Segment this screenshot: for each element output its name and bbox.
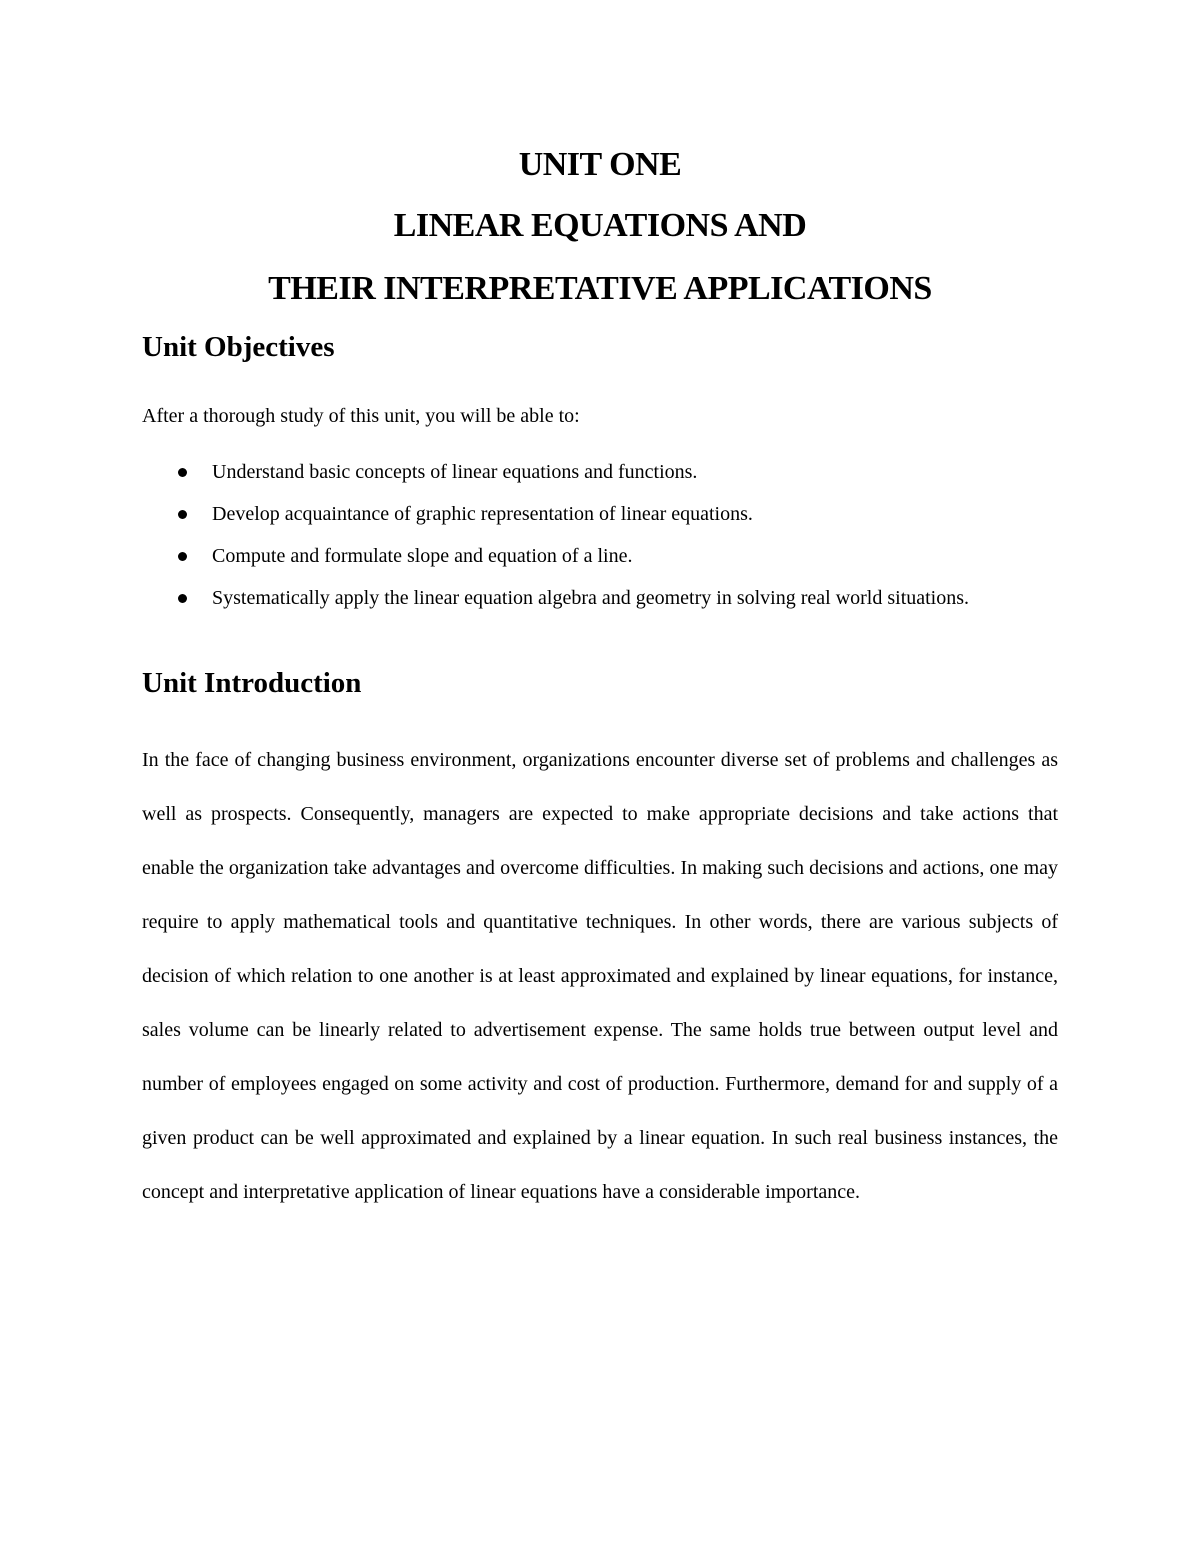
unit-title-line-1: LINEAR EQUATIONS AND — [393, 207, 807, 244]
objective-text: Understand basic concepts of linear equations and functions. — [212, 461, 698, 483]
objective-text: Systematically apply the linear equation algebra and geometry in solving real world situations. — [212, 587, 970, 609]
bullet-icon — [178, 552, 187, 561]
objective-text: Compute and formulate slope and equation of a line. — [212, 545, 633, 567]
list-item — [142, 538, 1058, 575]
objectives-intro: After a thorough study of this unit, you will be able to: — [142, 405, 580, 427]
bullet-icon — [178, 468, 187, 477]
objectives-list — [142, 454, 1058, 622]
list-item — [142, 496, 1058, 533]
bullet-icon — [178, 594, 187, 603]
unit-number-title: UNIT ONE — [518, 146, 682, 183]
unit-title-line-2: THEIR INTERPRETATIVE APPLICATIONS — [268, 270, 932, 307]
objectives-heading: Unit Objectives — [142, 331, 335, 363]
objective-text: Develop acquaintance of graphic representation of linear equations. — [212, 503, 753, 525]
introduction-heading: Unit Introduction — [142, 667, 362, 699]
list-item — [142, 580, 1058, 617]
list-item — [142, 454, 1058, 491]
bullet-icon — [178, 510, 187, 519]
introduction-paragraph: In the face of changing business environment, organizations encounter diverse set of problems and challenges as well as prospects. Consequently, managers are expected to make appropriate decisions and take actions that enable the organization take advantages and overcome difficulties. In making such decisions and actions, one may require to apply mathematical tools and quantitative techniques. In other words, there are various subjects of decision of which relation to one another is at least approximated and explained by linear equations, for instance, sales volume can be linearly related to advertisement expense. The same holds true between output level and number of employees engaged on some activity and cost of production. Furthermore, demand for and supply of a given product can be well approximated and explained by a linear equation. In such real business instances, the concept and interpretative application of linear equations have a considerable importance. — [142, 749, 1058, 1203]
